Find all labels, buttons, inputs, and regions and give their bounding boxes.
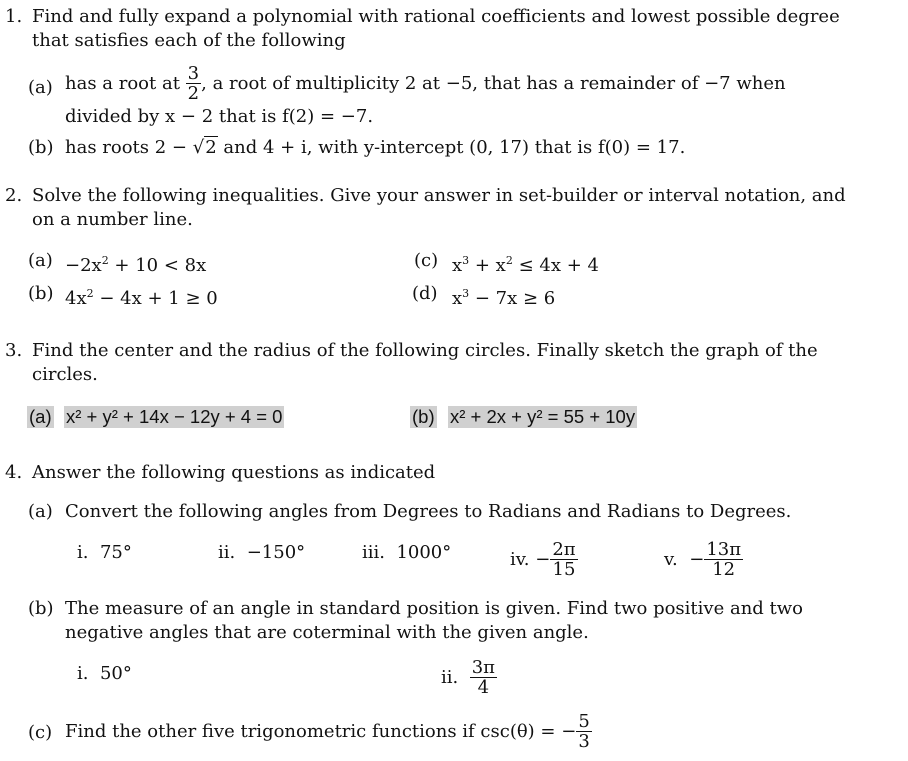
- q4a-v: v. − $\frac{13\pi}{12}$: [664, 538, 742, 580]
- q1a-frac-num: 3: [187, 62, 200, 84]
- q1b-sqrt-arg: 2: [205, 137, 217, 158]
- q1a-text: [65, 64, 786, 104]
- q2b-expr: $4x^2 - 4x + 1 \ge 0$: [65, 287, 218, 309]
- q4c-label: (c): [28, 722, 53, 743]
- q4a-iv: iv. − $\frac{2\pi}{15}$: [510, 538, 576, 580]
- q1a-label: (a): [28, 77, 53, 98]
- q1b-pre: has roots 2 −: [65, 137, 188, 158]
- q1a-post: , a root of multiplicity 2 at −5, that has a remainder of −7 when: [201, 73, 786, 94]
- q1-number: 1.: [5, 6, 23, 27]
- q1a-frac-den: 2: [187, 82, 200, 104]
- q3b-label: (b): [412, 406, 435, 427]
- q4b-line2: negative angles that are coterminal with the given angle.: [65, 622, 589, 643]
- q3a-label: (a): [29, 406, 52, 427]
- q2d-label: (d): [412, 283, 438, 304]
- q2c-label: (c): [414, 250, 439, 271]
- q2d-expr: $x^3 - 7x \ge 6$: [452, 287, 556, 309]
- q1b-label: (b): [28, 137, 54, 158]
- q4a-iii: iii. 1000°: [362, 542, 452, 563]
- q2-intro-line2: on a number line.: [32, 209, 193, 230]
- q4b-i: i. 50°: [77, 663, 132, 684]
- q1b-text: [65, 137, 685, 159]
- q2-number: 2.: [5, 185, 23, 206]
- q4a-label: (a): [28, 501, 53, 522]
- q4c-text: Find the other five trigonometric functions if csc(θ) = − $\frac{5}{3}$: [65, 710, 590, 752]
- q3-intro-line1: Find the center and the radius of the following circles. Finally sketch the graph of the: [32, 340, 818, 361]
- q4-number: 4.: [5, 462, 23, 483]
- q1a-pre: has a root at: [65, 73, 180, 94]
- q3-number: 3.: [5, 340, 23, 361]
- q2c-expr: $x^3 + x^2 \le 4x + 4$: [452, 254, 599, 276]
- q4a-text: Convert the following angles from Degrees to Radians and Radians to Degrees.: [65, 501, 792, 522]
- q1-intro-line1: Find and fully expand a polynomial with rational coefficients and lowest possible degree: [32, 6, 840, 27]
- q3-intro-line2: circles.: [32, 364, 98, 385]
- q4b-label: (b): [28, 598, 54, 619]
- q4b-ii: ii. $\frac{3\pi}{4}$: [441, 656, 495, 698]
- q3a-equation: x² + y² + 14x − 12y + 4 = 0: [66, 406, 283, 427]
- q4-intro: Answer the following questions as indicated: [32, 462, 436, 483]
- q4a-ii: ii. −150°: [218, 542, 306, 563]
- q3b-equation: x² + 2x + y² = 55 + 10y: [450, 406, 636, 427]
- q1-intro-line2: that satisfies each of the following: [32, 30, 346, 51]
- q2-intro-line1: Solve the following inequalities. Give your answer in set-builder or interval notation, and: [32, 185, 846, 206]
- q2a-expr: $-2x^2 + 10 < 8x$: [65, 254, 207, 276]
- q4b-line1: The measure of an angle in standard position is given. Find two positive and two: [65, 598, 804, 619]
- q1a-fraction: [186, 64, 201, 103]
- sqrt-symbol: √: [192, 137, 205, 158]
- q2a-label: (a): [28, 250, 53, 271]
- q4a-i: i. 75°: [77, 542, 132, 563]
- q1a-line2: divided by x − 2 that is f(2) = −7.: [65, 106, 374, 127]
- q1b-post: and 4 + i, with y-intercept (0, 17) that is f(0) = 17.: [223, 137, 686, 158]
- q2b-label: (b): [28, 283, 54, 304]
